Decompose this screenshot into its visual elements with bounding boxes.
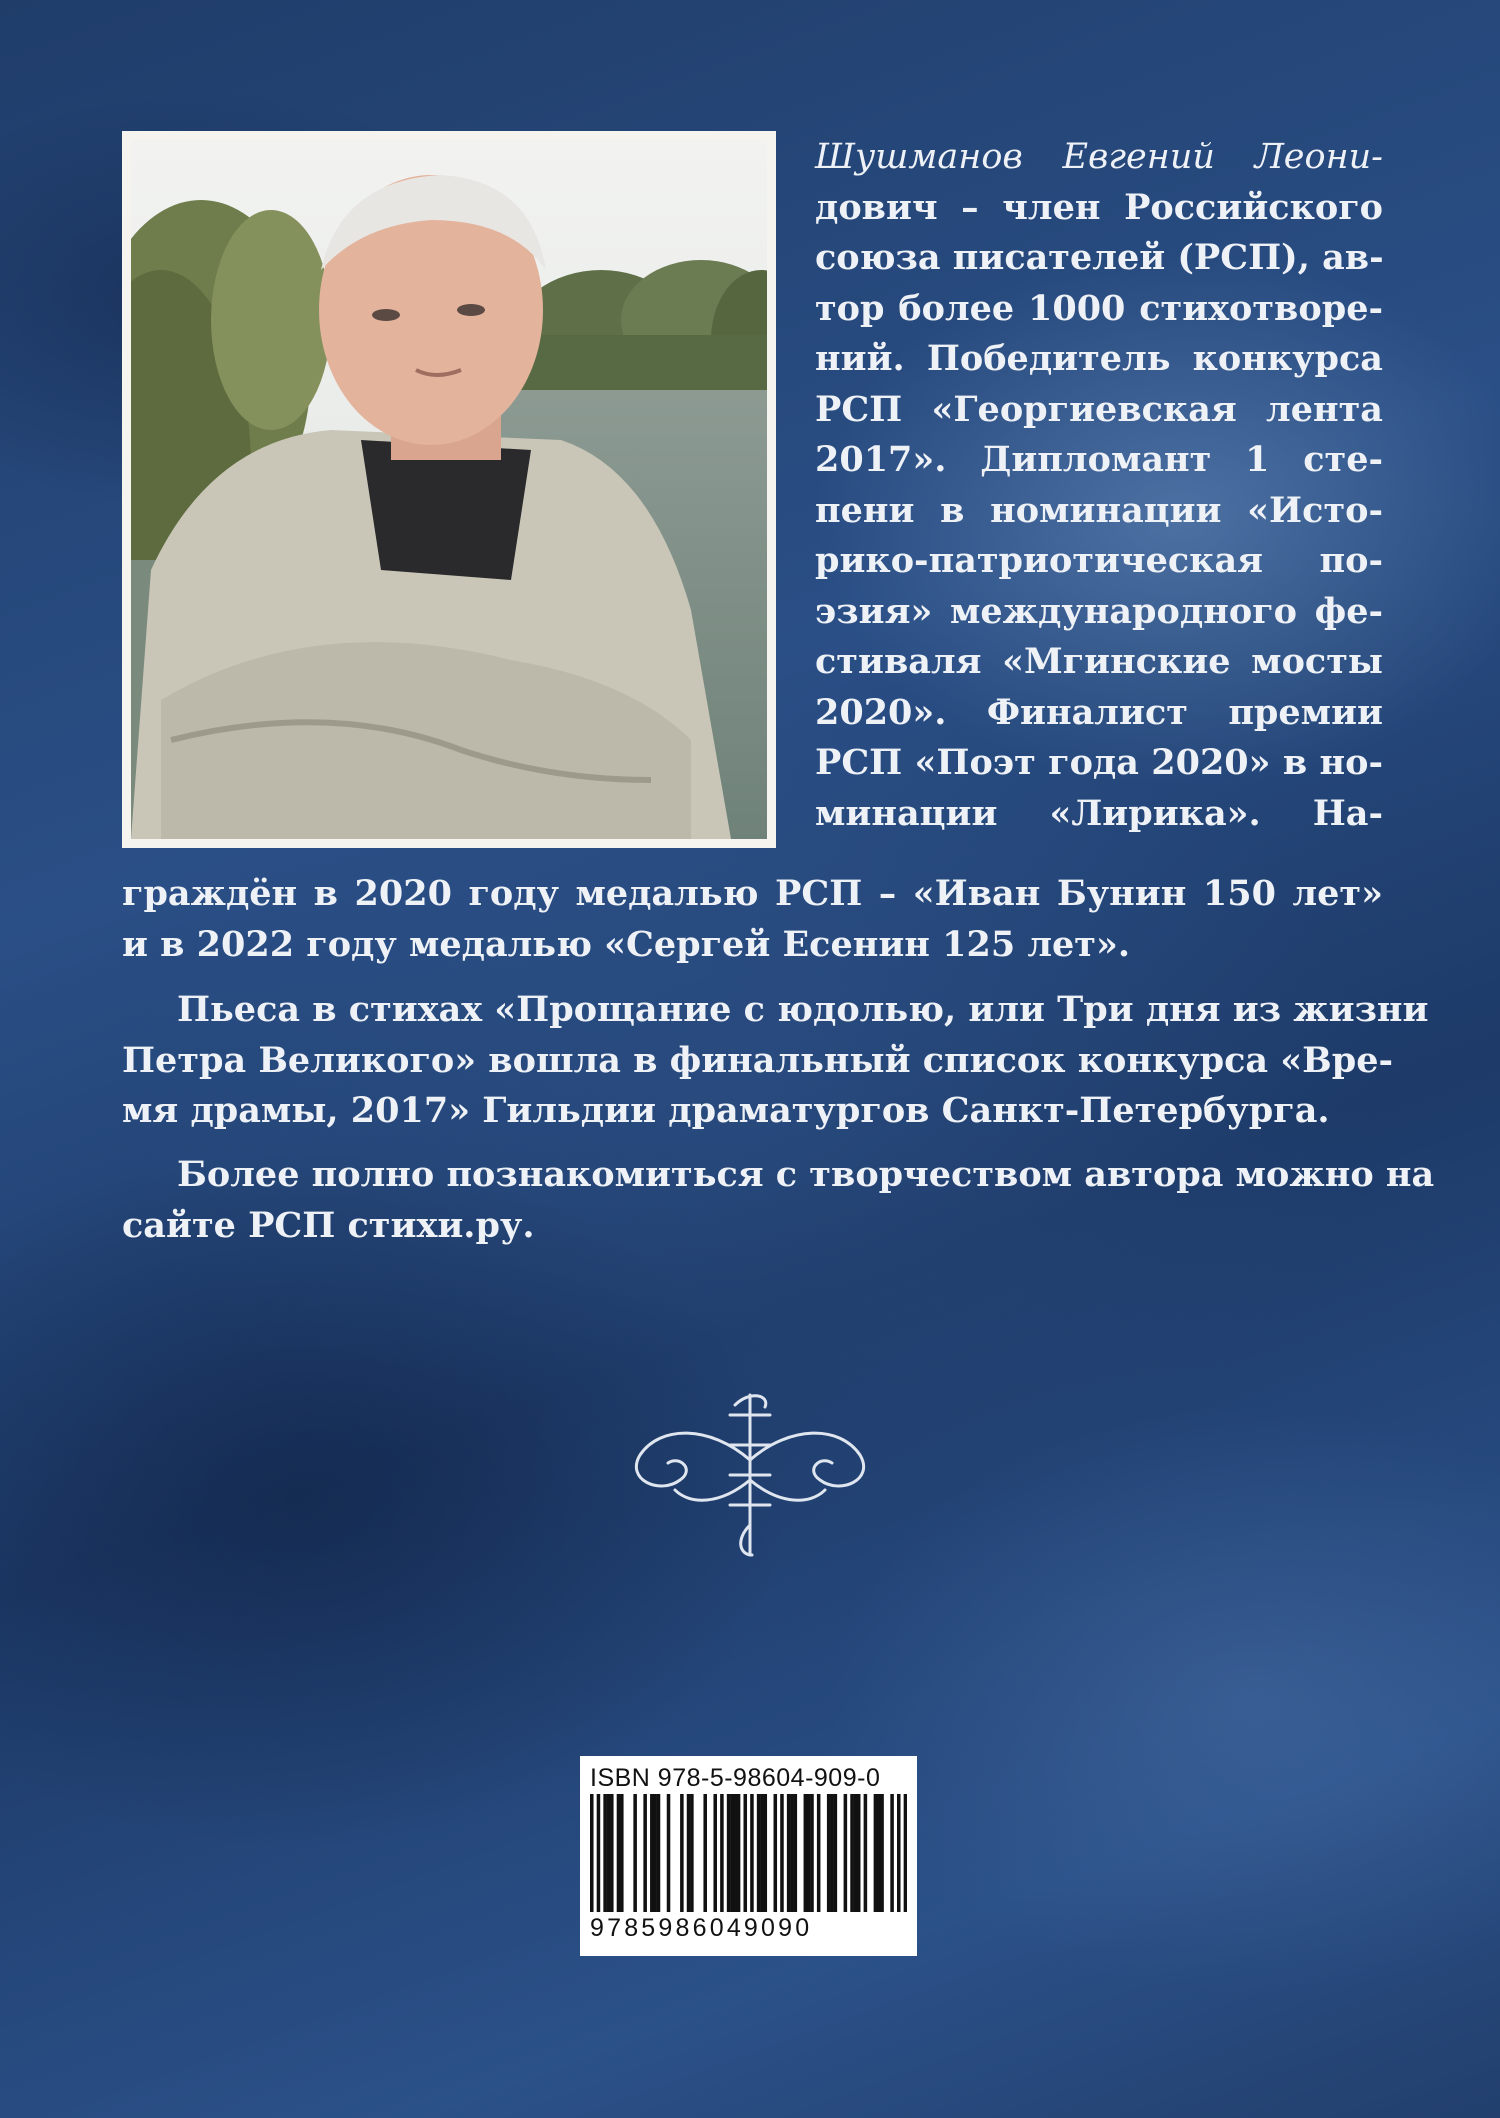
barcode-bar (590, 1794, 594, 1912)
bio-line: РСП «Поэт года 2020» в но- (815, 742, 1383, 783)
author-portrait-image (131, 140, 767, 839)
bio-wide-block (122, 869, 1383, 970)
barcode-bar (597, 1794, 601, 1912)
barcode-bar (687, 1794, 691, 1912)
bio-line: стиваля «Мгинские мосты (815, 641, 1383, 682)
barcode-image (590, 1794, 907, 1912)
bio-line: 2020». Финалист премии (815, 691, 1383, 733)
bio-line: пени в номинации «Исто- (815, 489, 1383, 531)
barcode-bar (653, 1794, 657, 1912)
barcode-bar (703, 1794, 707, 1912)
barcode-bar (790, 1794, 794, 1912)
barcode-bar (850, 1794, 854, 1912)
barcode-bar (804, 1794, 808, 1912)
bio-wide-word: в (313, 873, 338, 914)
barcode-bar (830, 1794, 834, 1912)
bio-line: эзия» международного фе- (815, 590, 1383, 632)
barcode-bar (857, 1794, 861, 1912)
barcode-bar (657, 1794, 661, 1912)
barcode-bar (827, 1794, 831, 1912)
barcode-bar (643, 1794, 647, 1912)
barcode-bar (727, 1794, 731, 1912)
bio-wide-word: медалью (575, 873, 759, 914)
barcode-bar (897, 1794, 901, 1912)
barcode-bar (603, 1794, 607, 1912)
bio-wide-word: граждён (122, 873, 298, 914)
bio-wide-word: «Иван (912, 873, 1041, 914)
barcode-bar (713, 1794, 717, 1912)
bio-line: 2017». Дипломант 1 сте- (815, 439, 1383, 480)
isbn-barcode-block (580, 1756, 917, 1956)
play-paragraph (122, 985, 1429, 1137)
barcode-bar (817, 1794, 821, 1912)
barcode-bar (874, 1794, 878, 1912)
barcode-bar (680, 1794, 684, 1912)
more-line-first: Более полно познакомиться с творчеством автора можно на (177, 1154, 1435, 1195)
more-line: сайте РСП стихи.ру. (122, 1204, 535, 1246)
barcode-bar (834, 1794, 838, 1912)
barcode-bar (620, 1794, 624, 1912)
bio-wide-line (122, 869, 1383, 920)
barcode-bar (794, 1794, 798, 1912)
barcode-bar (650, 1794, 654, 1912)
barcode-bar (737, 1794, 741, 1912)
barcode-bar (743, 1794, 747, 1912)
barcode-bar (607, 1794, 611, 1912)
bio-line: дович – член Российского (815, 186, 1383, 228)
barcode-bar (774, 1794, 778, 1912)
bio-wide-word: РСП (775, 873, 863, 914)
bio-wide-word: Бунин (1056, 873, 1187, 914)
barcode-bar (864, 1794, 868, 1912)
bio-text-column (815, 132, 1383, 839)
barcode-bar (720, 1794, 724, 1912)
barcode-bar (787, 1794, 791, 1912)
barcode-bar (750, 1794, 754, 1912)
barcode-bar (890, 1794, 894, 1912)
barcode-bar (690, 1794, 694, 1912)
barcode-bar (877, 1794, 881, 1912)
barcode-bar (810, 1794, 814, 1912)
author-name: Шушманов Евгений Леони- (815, 137, 1383, 177)
barcode-bar (730, 1794, 734, 1912)
barcode-bar (904, 1794, 907, 1912)
bio-line: РСП «Георгиевская лента (815, 388, 1383, 430)
barcode-bar (844, 1794, 848, 1912)
barcode-bar (667, 1794, 671, 1912)
barcode-bar (807, 1794, 811, 1912)
barcode-bar (760, 1794, 764, 1912)
author-photo (122, 131, 776, 848)
barcode-bar (610, 1794, 614, 1912)
barcode-bar (633, 1794, 637, 1912)
bio-wide-word: – (878, 873, 897, 914)
bio-line: тор более 1000 стихотворе- (815, 287, 1383, 329)
portrait-illustration (131, 140, 767, 839)
bio-wide-word: 150 (1202, 873, 1276, 914)
bio-wide-word: году (468, 873, 559, 914)
bio-line: ний. Победитель конкурса (815, 338, 1383, 379)
bio-line: рико-патриотическая по- (815, 540, 1383, 581)
bio-wide-line-last: и в 2022 году медалью «Сергей Есенин 125 лет». (122, 923, 1131, 965)
ornament-icon (620, 1385, 880, 1565)
barcode-bar (854, 1794, 858, 1912)
bio-line: союза писателей (РСП), ав- (815, 237, 1384, 278)
play-line: мя драмы, 2017» Гильдии драматургов Санкт-Петербурга. (122, 1090, 1330, 1131)
play-line: Петра Великого» вошла в финальный список конкурса «Вре- (122, 1039, 1394, 1081)
more-paragraph (122, 1150, 1435, 1251)
barcode-bar (617, 1794, 621, 1912)
barcode-bar (764, 1794, 768, 1912)
play-line-first: Пьеса в стихах «Прощание с юдолью, или Три дня из жизни (177, 989, 1429, 1030)
barcode-bar (733, 1794, 737, 1912)
bio-wide-word: 2020 (354, 873, 452, 914)
barcode-bar (880, 1794, 884, 1912)
isbn-label: ISBN 978-5-98604-909-0 (590, 1764, 881, 1792)
barcode-bar (780, 1794, 784, 1912)
ean-digits: 9785986049090 (590, 1914, 813, 1942)
bio-wide-word: лет» (1292, 873, 1383, 914)
bio-line: минации «Лирика». На- (815, 792, 1383, 834)
barcode-bar (757, 1794, 761, 1912)
